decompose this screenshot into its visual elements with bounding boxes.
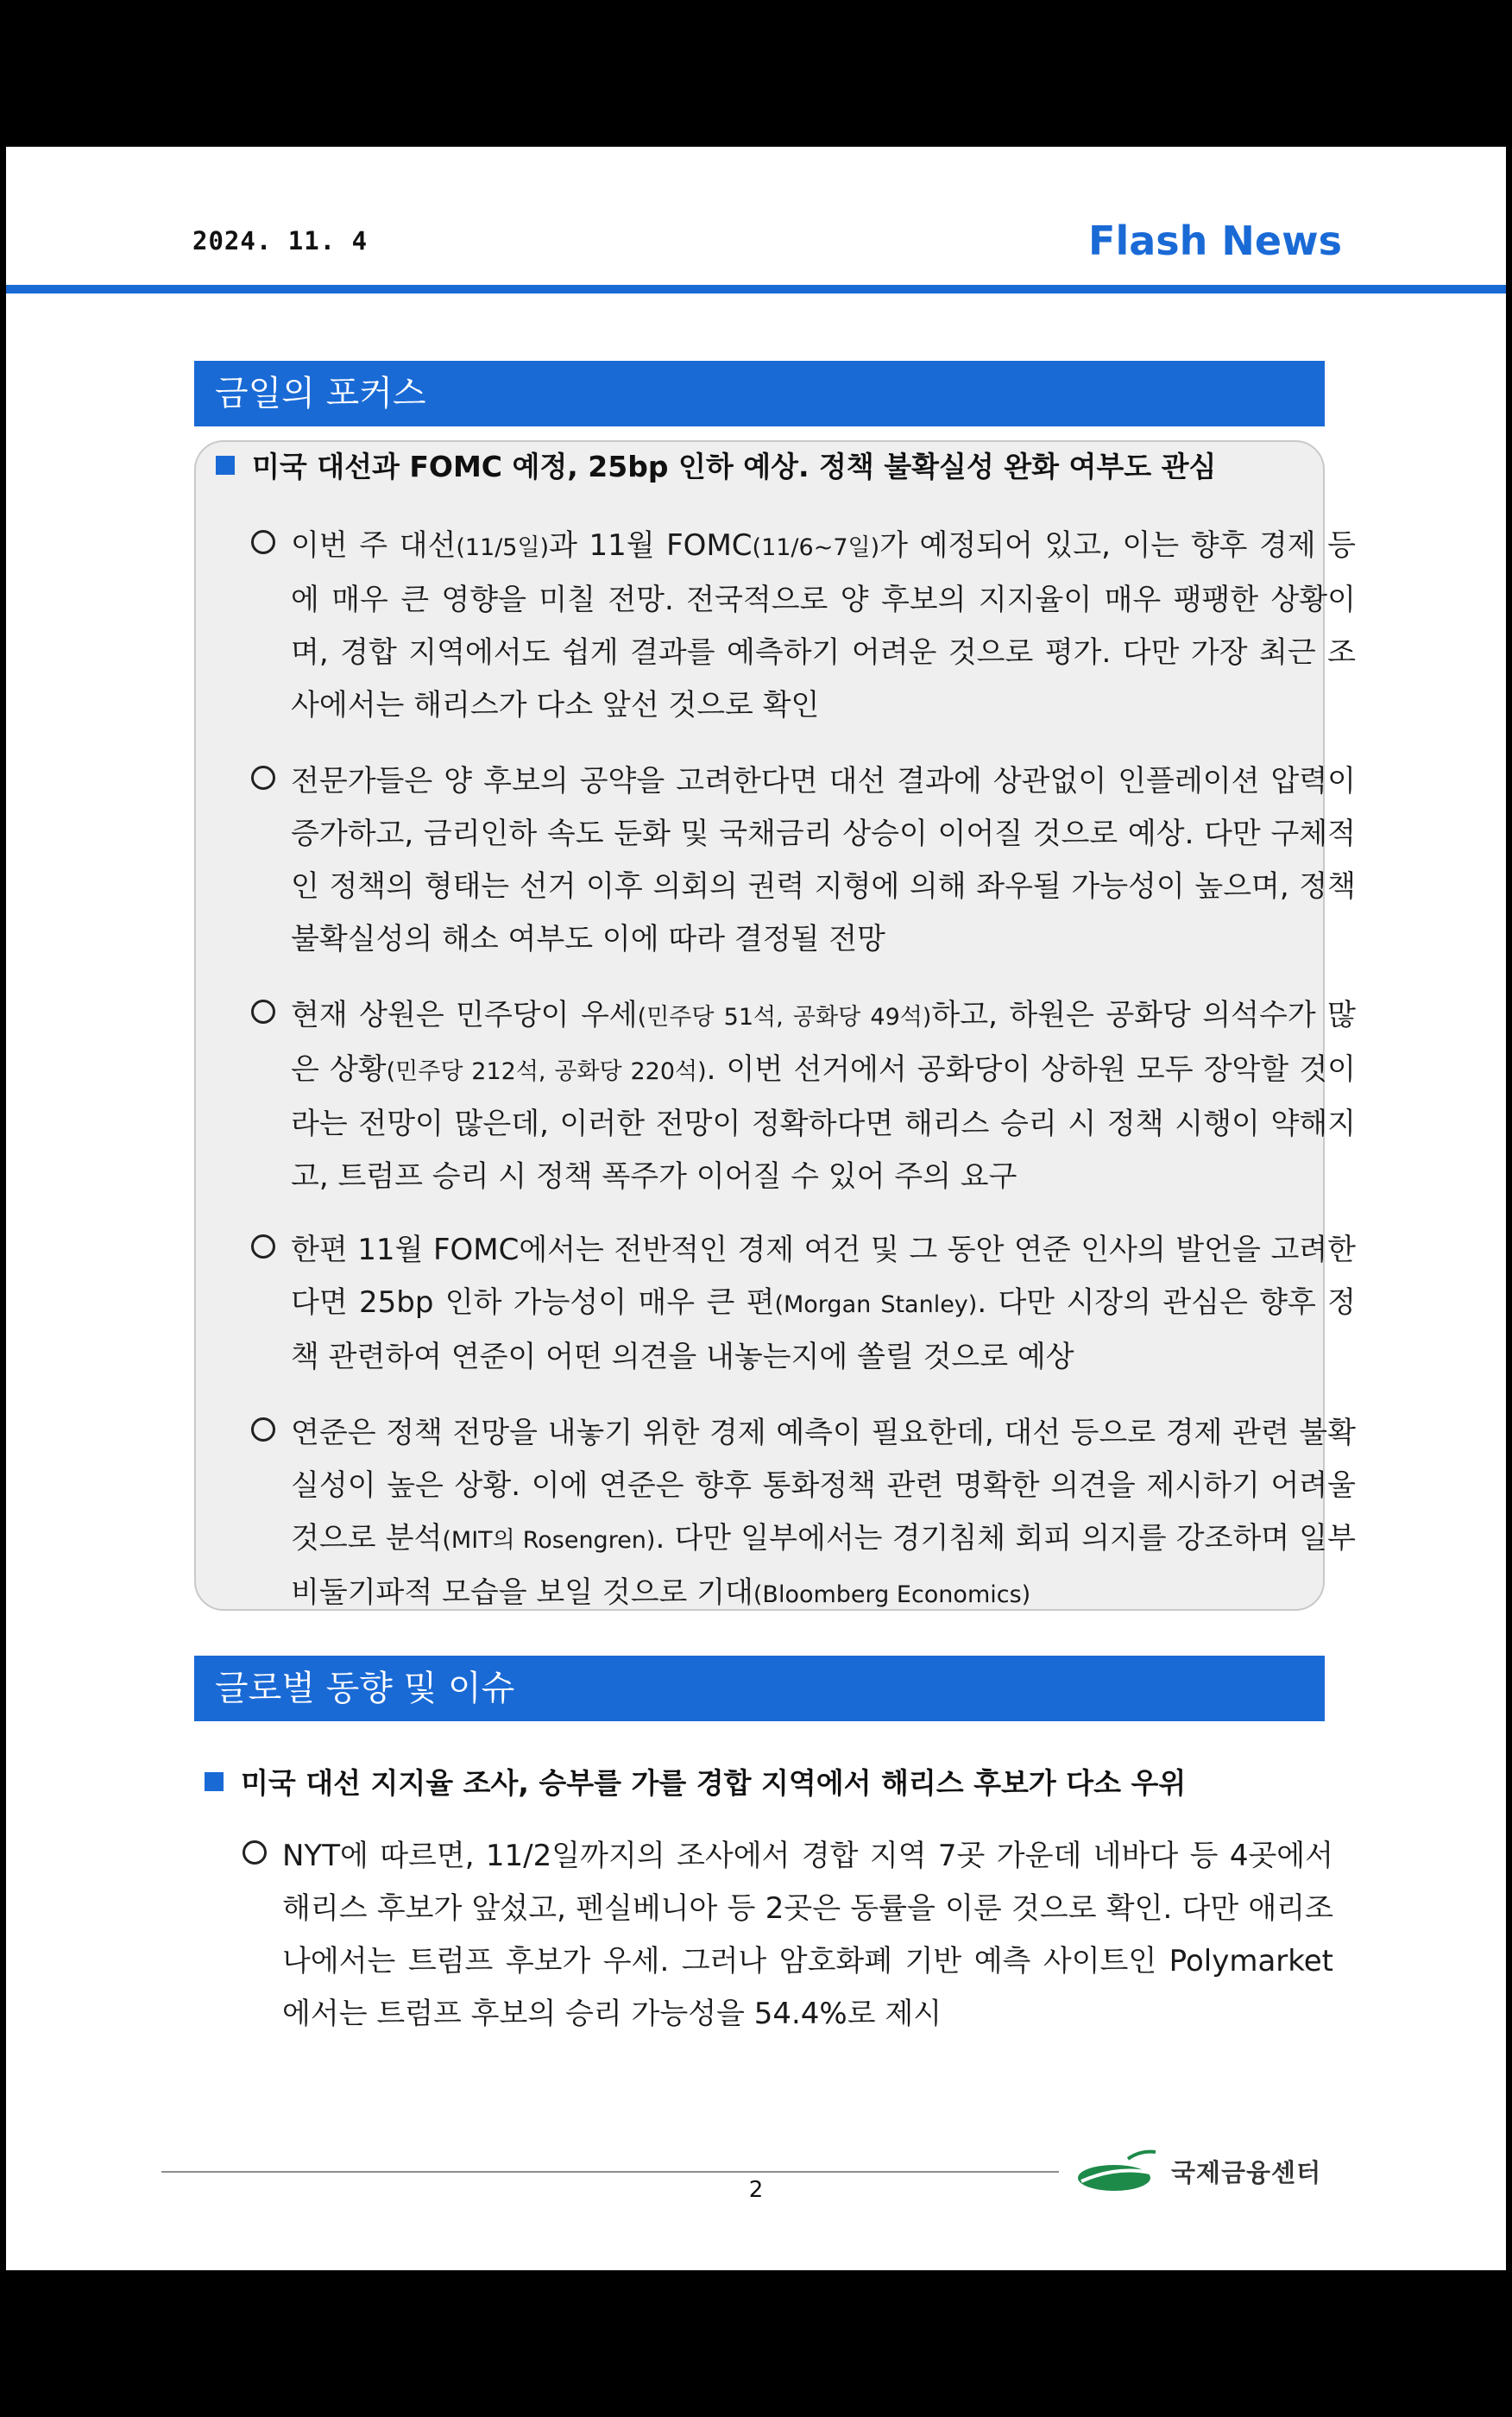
hollow-circle-icon	[251, 1417, 275, 1442]
brand-title: Flash News	[1088, 218, 1342, 264]
document-page	[6, 147, 1506, 2270]
hollow-circle-icon	[243, 1840, 267, 1865]
global-headline-text: 미국 대선 지지율 조사, 승부를 가를 경합 지역에서 해리스 후보가 다소 우위	[241, 1766, 1187, 1800]
text-run: . 이번 선거에서 공화당이 상하원 모두 장악할 것이라는 전망이 많은데, 이러한 전망이 정확하다면 해리스 승리 시 정책 시행이 약해지고, 트럼프 승리 시 정책 폭주가 이어질 수 있어 주의 요구	[291, 1052, 1357, 1194]
page-number: 2	[748, 2177, 764, 2203]
text-run: 현재 상원은 민주당이 우세	[291, 998, 638, 1032]
text-run: 한편 11월 FOMC에서는 전반적인 경제 여건 및 그 동안 연준 인사의 발언을 고려한다면 25bp 인하 가능성이 매우 큰 편	[291, 1233, 1356, 1320]
paragraph-text	[291, 764, 1356, 956]
hollow-circle-icon	[251, 530, 275, 554]
text-run: 하고, 하원은 공화당 의석수가 많은 상황	[291, 998, 1356, 1087]
blue-square-icon	[216, 456, 235, 475]
hollow-circle-icon	[251, 1234, 275, 1259]
global-headline	[205, 1761, 1186, 1802]
source-note: (MIT의 Rosengren)	[442, 1527, 656, 1554]
hollow-circle-icon	[251, 1000, 275, 1024]
text-run: 과 11월 FOMC	[549, 528, 753, 563]
source-note: (Bloomberg Economics)	[753, 1581, 1031, 1608]
paragraph-text	[291, 1233, 1356, 1374]
source-note: (11/6~7일)	[752, 534, 880, 561]
paragraph-text	[282, 1839, 1333, 2031]
paragraph-text	[291, 998, 1356, 1194]
global-paragraph-1	[282, 1830, 1333, 2041]
focus-paragraph-4	[291, 1224, 1356, 1384]
focus-paragraph-5	[291, 1407, 1356, 1621]
focus-paragraph-2	[291, 755, 1356, 966]
focus-paragraph-1	[291, 520, 1356, 732]
text-run: 전문가들은 양 후보의 공약을 고려한다면 대선 결과에 상관없이 인플레이션 압력이 증가하고, 금리인하 속도 둔화 및 국채금리 상승이 이어질 것으로 예상. 다만 구체적인 정책의 형태는 선거 이후 의회의 권력 지형에 의해 좌우될 가능성이 높으며, 정책 불확실성의 해소 여부도 이에 따라 결정될 전망	[291, 764, 1356, 956]
text-run: . 다만 시장의 관심은 향후 정책 관련하여 연준이 어떤 의견을 내놓는지에 쏠릴 것으로 예상	[291, 1285, 1356, 1374]
text-run: 가 예정되어 있고, 이는 향후 경제 등에 매우 큰 영향을 미칠 전망. 전국적으로 양 후보의 지지율이 매우 팽팽한 상황이며, 경합 지역에서도 쉽게 결과를 예측하기 어려운 것으로 평가. 다만 가장 최근 조사에서는 해리스가 다소 앞선 것으로 확인	[291, 528, 1356, 723]
text-run: . 다만 일부에서는 경기침체 회피 의지를 강조하며 일부 비둘기파적 모습을 보일 것으로 기대	[291, 1521, 1356, 1610]
paragraph-text	[291, 528, 1356, 723]
source-note: (민주당 212석, 공화당 220석)	[386, 1058, 707, 1085]
focus-headline	[216, 445, 1216, 485]
section-title-focus: 금일의 포커스	[194, 361, 1325, 426]
focus-headline-text: 미국 대선과 FOMC 예정, 25bp 인하 예상. 정책 불확실성 완화 여부도 관심	[252, 450, 1217, 483]
report-date: 2024. 11. 4	[192, 226, 369, 256]
section-title-global: 글로벌 동향 및 이슈	[194, 1656, 1325, 1721]
source-note: (11/5일)	[456, 534, 550, 561]
focus-paragraph-3	[291, 989, 1356, 1203]
text-run: 이번 주 대선	[291, 528, 457, 563]
logo-text: 국제금융센터	[1171, 2157, 1322, 2187]
blue-square-icon	[205, 1772, 224, 1791]
paragraph-text	[291, 1416, 1356, 1610]
source-note: (Morgan Stanley)	[774, 1291, 978, 1318]
text-run: NYT에 따르면, 11/2일까지의 조사에서 경합 지역 7곳 가운데 네바다 등 4곳에서 해리스 후보가 앞섰고, 펜실베니아 등 2곳은 동률을 이룬 것으로 확인. 다만 애리조나에서는 트럼프 후보가 우세. 그러나 암호화폐 기반 예측 사이트인 Polymarket에서는 트럼프 후보의 승리 가능성을 54.4%로 제시	[282, 1839, 1333, 2031]
footer-rule	[161, 2171, 1059, 2173]
hollow-circle-icon	[251, 766, 275, 790]
header-rule	[6, 285, 1506, 293]
text-run: 연준은 정책 전망을 내놓기 위한 경제 예측이 필요한데, 대선 등으로 경제 관련 불확실성이 높은 상황. 이에 연준은 향후 통화정책 관련 명확한 의견을 제시하기 어려울 것으로 분석	[291, 1416, 1356, 1556]
source-note: (민주당 51석, 공화당 49석)	[637, 1004, 932, 1031]
